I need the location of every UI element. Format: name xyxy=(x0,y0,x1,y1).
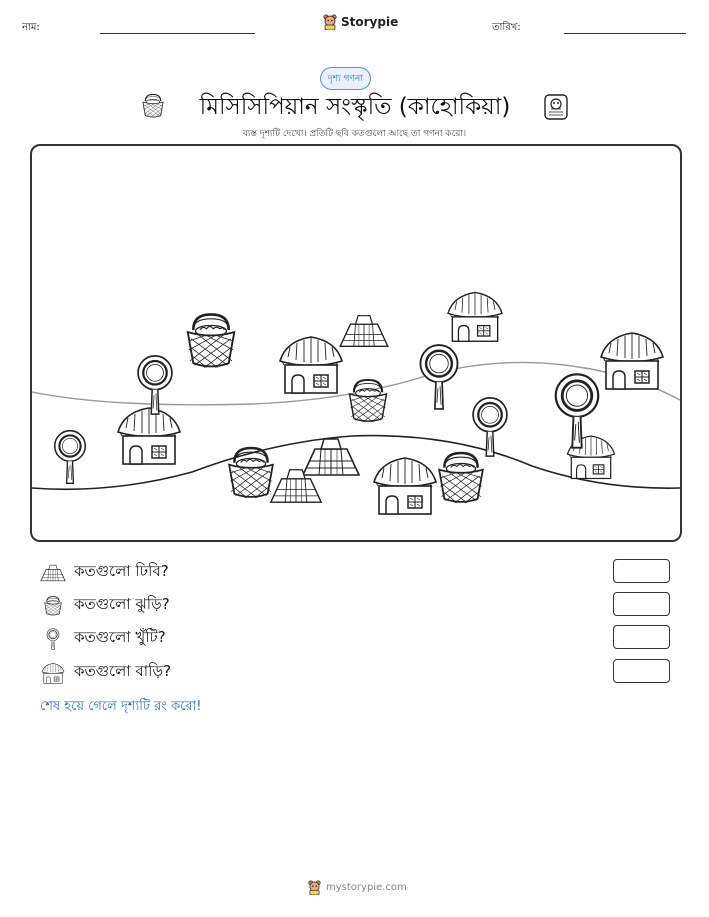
basket-icon xyxy=(40,595,66,617)
coloring-note: শেষ হয়ে গেলে দৃশ্যটি রং করো! xyxy=(40,699,202,714)
basket-4 xyxy=(439,453,483,503)
mound-2 xyxy=(303,439,359,475)
name-label: নাম: xyxy=(22,22,40,33)
question-row-huts xyxy=(40,660,171,685)
bear-logo-icon xyxy=(308,880,321,895)
date-label: তারিখ: xyxy=(492,22,521,33)
answer-box-mounds[interactable] xyxy=(613,559,670,583)
hut-5 xyxy=(374,458,436,514)
question-row-posts xyxy=(40,626,166,651)
post-1 xyxy=(138,356,172,414)
scene-drawing xyxy=(32,146,680,540)
basket-2 xyxy=(350,380,387,422)
mound-icon xyxy=(40,564,66,582)
brand-name: Storypie xyxy=(341,15,399,29)
hut-2 xyxy=(280,337,342,393)
answer-box-huts[interactable] xyxy=(613,659,670,683)
post-3 xyxy=(55,431,86,484)
activity-badge: দৃশ্য গণনা xyxy=(320,67,371,90)
answer-box-baskets[interactable] xyxy=(613,592,670,616)
question-row-baskets xyxy=(40,593,170,618)
mound-1 xyxy=(340,316,388,347)
decorative-tablet-icon xyxy=(543,93,569,121)
counting-scene xyxy=(30,144,682,542)
hut-3 xyxy=(601,333,663,389)
question-row-mounds xyxy=(40,560,169,585)
question-text: কতগুলো বাড়ি? xyxy=(74,662,172,680)
date-line[interactable] xyxy=(564,33,686,34)
hut-4 xyxy=(118,408,180,464)
brand-logo xyxy=(323,14,398,30)
hut-icon xyxy=(40,662,66,684)
basket-3 xyxy=(229,448,273,498)
instructions: ব্যস্ত দৃশ্যটি দেখো। প্রতিটি ছবি কতগুলো আছে তা গণনা করো। xyxy=(242,129,467,139)
footer xyxy=(308,880,407,895)
post-2 xyxy=(420,345,457,409)
question-text: কতগুলো ঢিবি? xyxy=(74,562,169,580)
post-icon xyxy=(40,628,66,650)
bear-logo-icon xyxy=(323,14,337,30)
basket-1 xyxy=(188,314,235,367)
question-text: কতগুলো খুঁটি? xyxy=(74,628,166,646)
name-line[interactable] xyxy=(100,33,255,34)
question-text: কতগুলো ঝুড়ি? xyxy=(74,595,170,613)
basket-icon xyxy=(141,92,165,120)
hut-1 xyxy=(448,292,502,341)
answer-box-posts[interactable] xyxy=(613,625,670,649)
page-title: মিসিসিপিয়ান সংস্কৃতি (কাহোকিয়া) xyxy=(199,94,511,120)
footer-site[interactable]: mystorypie.com xyxy=(326,882,407,893)
